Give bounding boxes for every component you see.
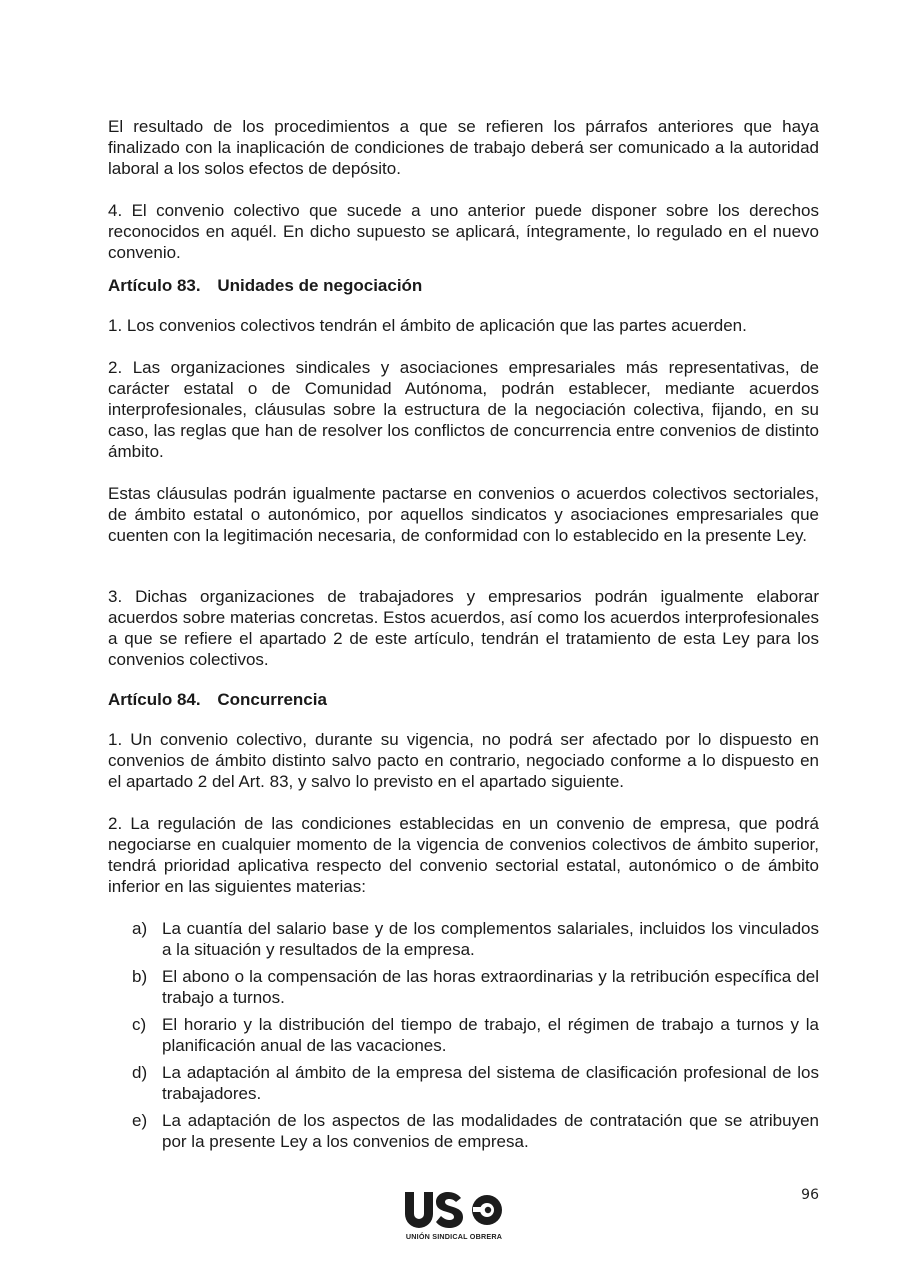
article-83-paragraph-3: Estas cláusulas podrán igualmente pactarse en convenios o acuerdos colectivos sectoriales, de ámbito estatal o autonómico, por aquellos sindicatos y asociaciones empresariales que cuenten con la legitimación necesaria, de conformidad con lo establecido en la presente Ley.	[108, 484, 819, 545]
svg-text:UNIÓN SINDICAL OBRERA: UNIÓN SINDICAL OBRERA	[405, 1232, 503, 1241]
article-84-paragraph-1: 1. Un convenio colectivo, durante su vigencia, no podrá ser afectado por lo dispuesto en convenios de ámbito distinto salvo pacto en contrario, negociado conforme a lo dispuesto en el apartado 2 del Art. 83, y salvo lo previsto en el apartado siguiente.	[108, 730, 819, 791]
document-body	[108, 116, 819, 1152]
paragraph-convenio-sucesivo: 4. El convenio colectivo que sucede a uno anterior puede disponer sobre los derechos reconocidos en aquél. En dicho supuesto se aplicará, íntegramente, lo regulado en el nuevo convenio.	[108, 201, 819, 262]
list-item-text: La adaptación de los aspectos de las modalidades de contratación que se atribuyen por la presente Ley a los convenios de empresa.	[162, 1111, 819, 1151]
list-item-marker: e)	[132, 1111, 148, 1130]
list-item-marker: c)	[132, 1015, 147, 1034]
list-item	[108, 1110, 819, 1152]
article-84-title: Concurrencia	[217, 690, 327, 709]
article-84-number: Artículo 84.	[108, 690, 201, 709]
article-83-number: Artículo 83.	[108, 276, 201, 295]
article-83-paragraph-1: 1. Los convenios colectivos tendrán el ámbito de aplicación que las partes acuerden.	[108, 316, 747, 335]
article-83-paragraph-4: 3. Dichas organizaciones de trabajadores y empresarios podrán igualmente elaborar acuerdos sobre materias concretas. Estos acuerdos, así como los acuerdos interprofesionales a que se refiere el apartado 2 de este artículo, tendrán el tratamiento de esta Ley para los convenios colectivos.	[108, 587, 819, 669]
article-84-paragraph-2: 2. La regulación de las condiciones establecidas en un convenio de empresa, que podrá negociarse en cualquier momento de la vigencia de convenios colectivos de ámbito superior, tendrá prioridad aplicativa respecto del convenio sectorial estatal, autonómico o de ámbito inferior en las siguientes materias:	[108, 814, 819, 896]
list-item-text: La adaptación al ámbito de la empresa del sistema de clasificación profesional de los trabajadores.	[162, 1063, 819, 1103]
list-item	[108, 966, 819, 1008]
article-83-title: Unidades de negociación	[217, 276, 423, 295]
uso-logo	[403, 1190, 505, 1242]
list-item	[108, 918, 819, 960]
list-item-marker: a)	[132, 919, 148, 938]
materias-list	[108, 918, 819, 1152]
list-item	[108, 1014, 819, 1056]
list-item-text: La cuantía del salario base y de los complementos salariales, incluidos los vinculados a la situación y resultados de la empresa.	[162, 919, 819, 959]
article-83-paragraph-2: 2. Las organizaciones sindicales y asociaciones empresariales más representativas, de carácter estatal o de Comunidad Autónoma, podrán establecer, mediante acuerdos interprofesionales, cláusulas sobre la estructura de la negociación colectiva, fijando, en su caso, las reglas que han de resolver los conflictos de concurrencia entre convenios de distinto ámbito.	[108, 358, 819, 461]
list-item-text: El horario y la distribución del tiempo de trabajo, el régimen de trabajo a turnos y la planificación anual de las vacaciones.	[162, 1015, 819, 1055]
page-number: 96	[801, 1187, 819, 1203]
article-84-heading	[108, 689, 819, 710]
article-83-heading	[108, 275, 819, 296]
list-item-marker: b)	[132, 967, 148, 986]
paragraph-inaplicacion: El resultado de los procedimientos a que se refieren los párrafos anteriores que haya finalizado con la inaplicación de condiciones de trabajo deberá ser comunicado a la autoridad laboral a los solos efectos de depósito.	[108, 117, 819, 178]
list-item	[108, 1062, 819, 1104]
list-item-text: El abono o la compensación de las horas extraordinarias y la retribución específica del trabajo a turnos.	[162, 967, 819, 1007]
list-item-marker: d)	[132, 1063, 148, 1082]
